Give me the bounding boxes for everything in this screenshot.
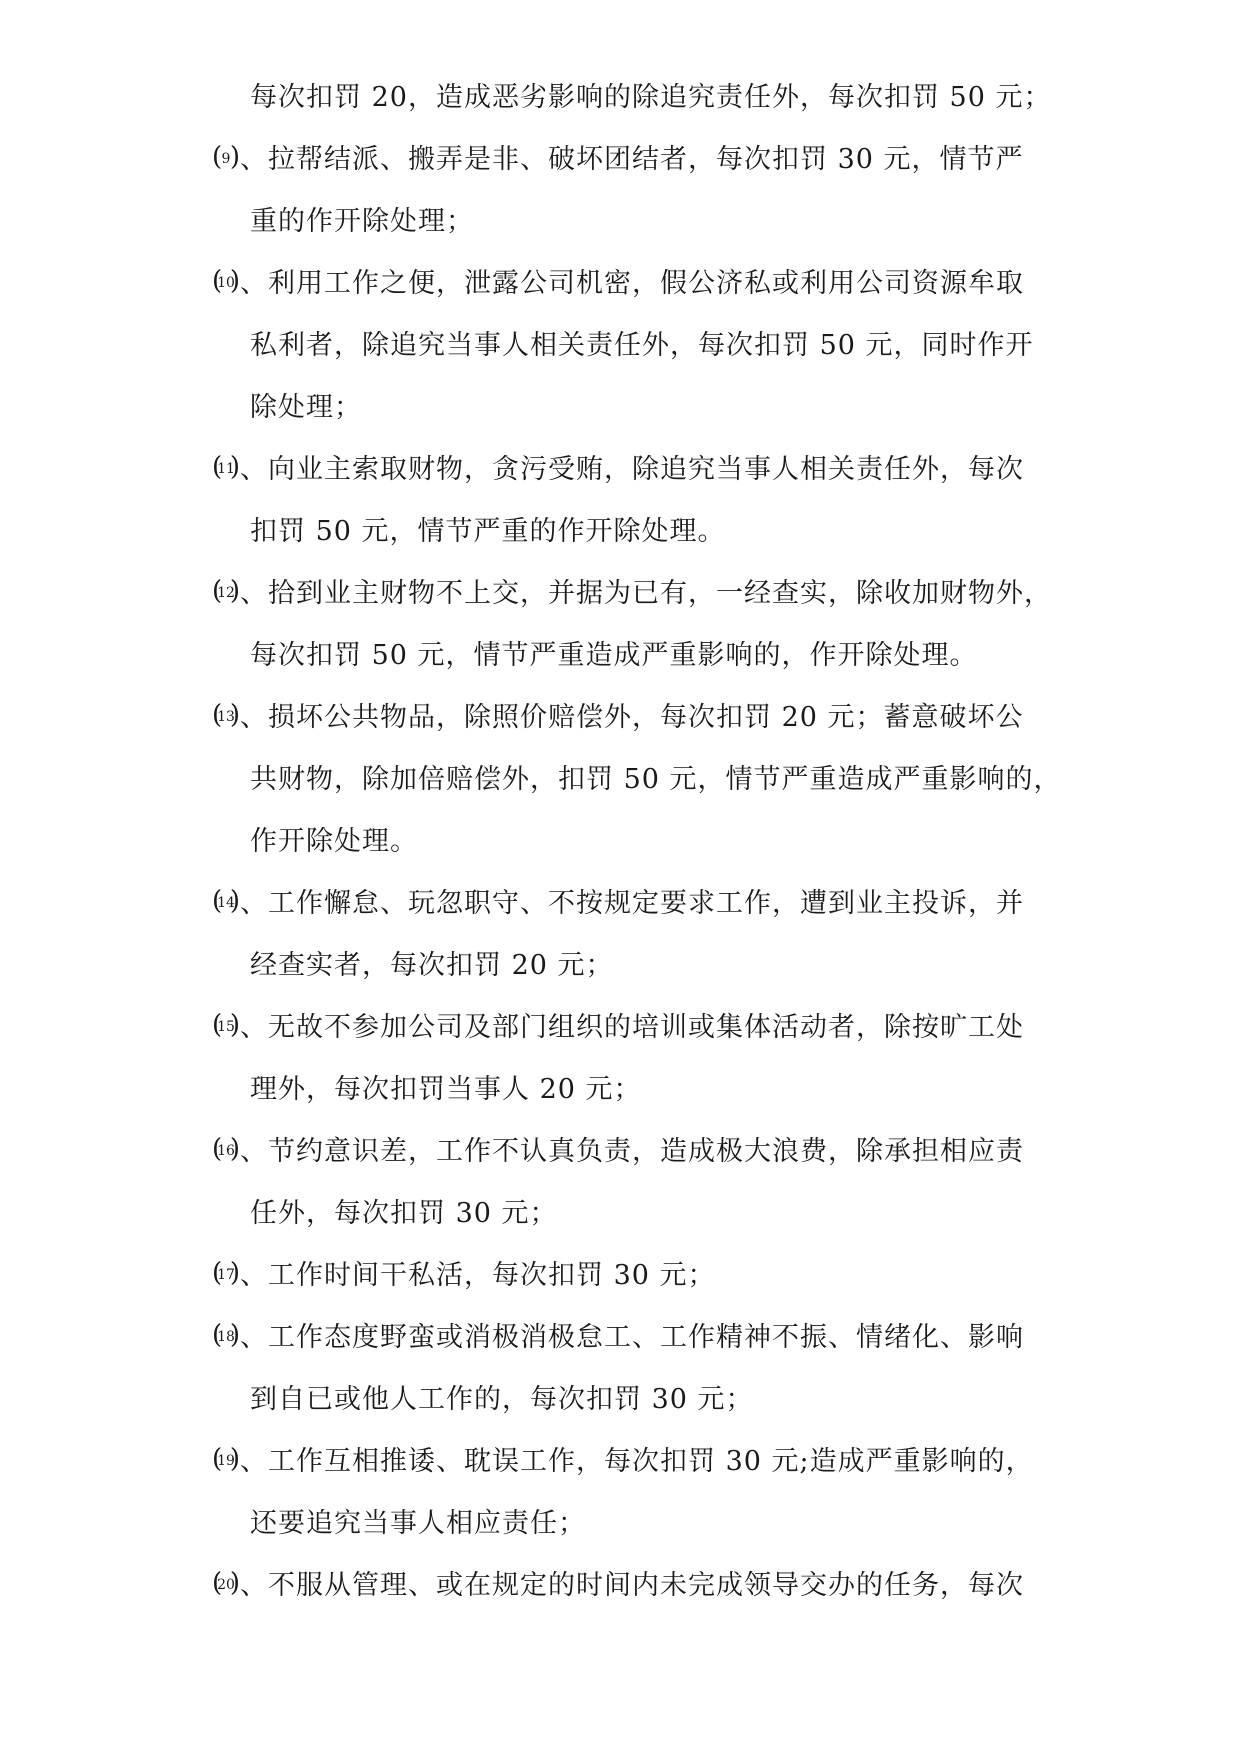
item-number: ( 19 ) — [212, 1447, 240, 1475]
list-item-15 — [212, 1008, 1024, 1048]
item-number: ( 16 ) — [212, 1137, 240, 1165]
item-line: 、工作时间干私活，每次扣罚 30 元； — [240, 1260, 716, 1291]
item-line: 、利用工作之便，泄露公司机密，假公济私或利用公司资源牟取 — [240, 268, 1024, 299]
item-line: 扣罚 50 元，情节严重的作开除处理。 — [250, 516, 726, 547]
list-item-20 — [212, 1566, 1024, 1606]
text-line — [250, 1380, 754, 1420]
item-line: 、不服从管理、或在规定的时间内未完成领导交办的任务，每次 — [240, 1570, 1024, 1601]
text-line — [250, 822, 418, 862]
item-line: 、节约意识差，工作不认真负责，造成极大浪费，除承担相应责 — [240, 1136, 1024, 1167]
list-item-13 — [212, 698, 1024, 738]
item-line: 、向业主索取财物，贪污受贿，除追究当事人相关责任外，每次 — [240, 454, 1024, 485]
text-line — [250, 78, 1051, 118]
item-line: 私利者，除追究当事人相关责任外，每次扣罚 50 元，同时作开 — [250, 330, 1034, 361]
item-line: 共财物，除加倍赔偿外，扣罚 50 元，情节严重造成严重影响的， — [250, 764, 1062, 795]
list-item-16 — [212, 1132, 1024, 1172]
item-number: ( 14 ) — [212, 889, 240, 917]
item-line: 理外，每次扣罚当事人 20 元； — [250, 1074, 642, 1105]
item-number: ( 11 ) — [212, 455, 240, 483]
item-number: ( 15 ) — [212, 1013, 240, 1041]
item-line: 、无故不参加公司及部门组织的培训或集体活动者，除按旷工处 — [240, 1012, 1024, 1043]
text-line — [250, 636, 978, 676]
item-number: ( 18 ) — [212, 1323, 240, 1351]
item-line: 经查实者，每次扣罚 20 元； — [250, 950, 614, 981]
item-line: 每次扣罚 20，造成恶劣影响的除追究责任外，每次扣罚 50 元； — [250, 82, 1052, 113]
text-line — [250, 326, 1034, 366]
text-line — [250, 946, 614, 986]
item-line: 作开除处理。 — [250, 826, 418, 857]
item-line: 、拉帮结派、搬弄是非、破坏团结者，每次扣罚 30 元，情节严 — [240, 144, 1024, 175]
item-number: ( 13 ) — [212, 703, 240, 731]
list-item-9 — [212, 140, 1024, 180]
list-item-17 — [212, 1256, 716, 1296]
text-line — [250, 512, 726, 552]
item-number: ( 10 ) — [212, 269, 240, 297]
item-number: ( 20 ) — [212, 1571, 240, 1599]
text-line — [250, 760, 1062, 800]
list-item-11 — [212, 450, 1024, 490]
text-line — [250, 1194, 558, 1234]
text-line — [250, 388, 362, 428]
list-item-10 — [212, 264, 1024, 304]
list-item-19 — [212, 1442, 1034, 1482]
item-line: 每次扣罚 50 元，情节严重造成严重影响的，作开除处理。 — [250, 640, 978, 671]
item-line: 、工作互相推诿、耽误工作，每次扣罚 30 元;造成严重影响的， — [240, 1446, 1034, 1477]
text-line — [250, 1070, 642, 1110]
list-item-14 — [212, 884, 1024, 924]
item-line: 还要追究当事人相应责任； — [250, 1508, 586, 1539]
item-line: 任外，每次扣罚 30 元； — [250, 1198, 558, 1229]
list-item-12 — [212, 574, 1052, 614]
text-line — [250, 202, 474, 242]
item-number: ( 17 ) — [212, 1261, 240, 1289]
item-line: 到自已或他人工作的，每次扣罚 30 元； — [250, 1384, 754, 1415]
list-item-18 — [212, 1318, 1024, 1358]
item-line: 、损坏公共物品，除照价赔偿外，每次扣罚 20 元；蓄意破坏公 — [240, 702, 1024, 733]
text-line — [250, 1504, 586, 1544]
item-line: 、拾到业主财物不上交，并据为已有，一经查实，除收加财物外， — [240, 578, 1052, 609]
item-line: 重的作开除处理； — [250, 206, 474, 237]
item-number: ( 12 ) — [212, 579, 240, 607]
item-line: 除处理； — [250, 392, 362, 423]
item-line: 、工作懈怠、玩忽职守、不按规定要求工作，遭到业主投诉，并 — [240, 888, 1024, 919]
item-line: 、工作态度野蛮或消极消极怠工、工作精神不振、情绪化、影响 — [240, 1322, 1024, 1353]
item-number: ( 9 ) — [212, 145, 240, 173]
